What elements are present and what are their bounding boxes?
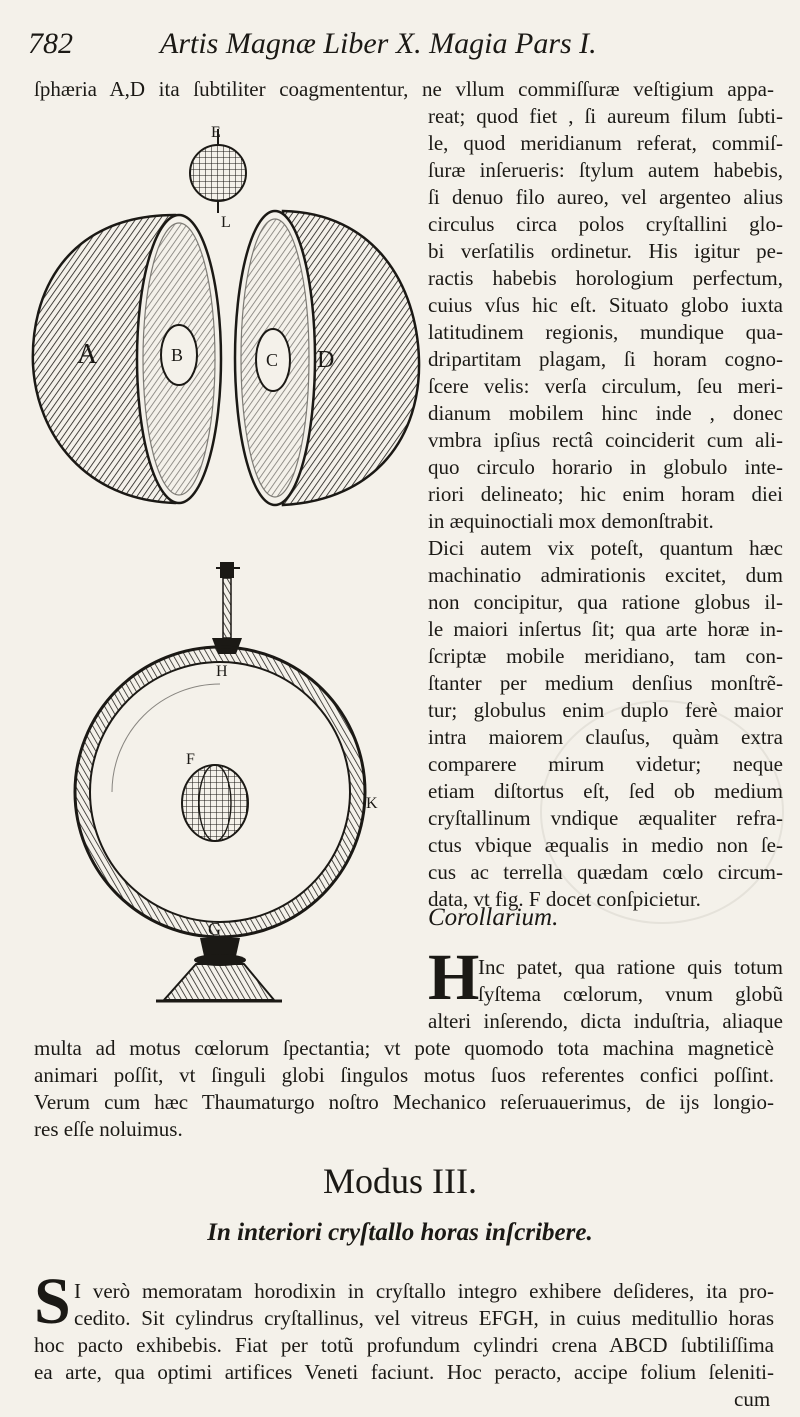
crystal-globe-figure	[60, 560, 380, 1010]
body-line: tur; globulus enim duplo ferè maior	[428, 698, 783, 722]
label-a: A	[77, 339, 98, 370]
globe-top-mount	[212, 562, 242, 654]
body-line: ctus vbique æqualis in medio non ſe-	[428, 833, 783, 857]
modus-line: cedito. Sit cylindrus cryſtallinus, vel vitreus EFGH, in cuius meditullio horas	[74, 1306, 774, 1330]
label-k: K	[366, 795, 378, 812]
small-globe-e	[190, 129, 246, 213]
section-title: Modus III.	[323, 1161, 477, 1201]
body-line: non concipitur, qua ratione globus il-	[428, 590, 783, 614]
body-line: ſtanter per medium denſius monſtrẽ-	[428, 671, 783, 695]
label-f: F	[186, 751, 195, 768]
corollary-line: alteri inſerendo, dicta induſtria, aliaque	[428, 1009, 783, 1033]
body-line: bi verſatilis ordinetur. His igitur pe-	[428, 239, 783, 263]
body-line: circulus circa polos cryſtallini glo-	[428, 212, 783, 236]
body-line: le maiori inſertus ſit; qua arte horæ in-	[428, 617, 783, 641]
hemispheres-figure	[25, 115, 425, 515]
label-l: L	[221, 214, 231, 231]
label-h: H	[216, 663, 228, 680]
label-b: B	[171, 345, 184, 365]
inner-globe-f	[182, 765, 248, 841]
page-number: 782	[28, 27, 73, 60]
corollary-dropcap: H	[428, 941, 480, 1014]
body-line: ractis habebis horologium perfectum,	[428, 266, 783, 290]
body-line: comparere mirum videtur; neque	[428, 752, 783, 776]
body-line: latitudinem regionis, mundique qua-	[428, 320, 783, 344]
corollary-line: res eſſe noluimus.	[34, 1117, 183, 1141]
body-line: riori delineato; hic enim horam diei	[428, 482, 783, 506]
body-line: intra maiorem clauſus, quàm extra	[428, 725, 783, 749]
left-hemisphere	[33, 215, 221, 503]
modus-dropcap: S	[34, 1265, 71, 1338]
corollary-line: animari poſſit, vt ſinguli globi ſingulos motus ſuos referentes confici poſſint.	[34, 1063, 774, 1087]
body-line: ſuræ inſerueris: ſtylum autem habebis,	[428, 158, 783, 182]
body-line: ſcriptæ mobile meridiano, tam con-	[428, 644, 783, 668]
body-line: ſphæria A,D ita ſubtiliter coagmententur, ne vllum commiſſuræ veſtigium appa-	[34, 77, 774, 101]
label-c: C	[266, 350, 279, 370]
body-line: etiam diſtortus eſt, ſed ob medium	[428, 779, 783, 803]
label-e: E	[211, 124, 221, 141]
label-g: G	[208, 919, 221, 939]
body-line: cus ac terrella quædam cœlo circum-	[428, 860, 783, 884]
body-line: vmbra ipſius rectâ coinciderit cum ali-	[428, 428, 783, 452]
corollary-line: multa ad motus cœlorum ſpectantia; vt pote quomodo tota machina magneticè	[34, 1036, 774, 1060]
corollary-line: Verum cum hæc Thaumaturgo noſtro Mechanico reſeruauerimus, de ijs longio-	[34, 1090, 774, 1114]
body-line: data, vt fig. F docet conſpicietur.	[428, 887, 701, 911]
running-title: Artis Magnæ Liber X. Magia Pars I.	[160, 27, 597, 60]
body-line: ſcere velis: verſa circulum, ſeu meri-	[428, 374, 783, 398]
modus-line: ea arte, qua optimi artifices Veneti faciunt. Hoc peracto, accipe folium ſeleniti-	[34, 1360, 774, 1384]
body-line: dripartitam plagam, ſi horam cogno-	[428, 347, 783, 371]
body-line: in æquinoctiali mox demonſtrabit.	[428, 509, 714, 533]
corollary-heading: Corollarium.	[428, 904, 559, 931]
corollary-line: Inc patet, qua ratione quis totum	[478, 955, 783, 979]
body-line: Dici autem vix poteſt, quantum hæc	[428, 536, 783, 560]
body-line: reat; quod fiet , ſi aureum filum ſubti-	[428, 104, 783, 128]
running-header	[28, 22, 788, 66]
modus-line: hoc pacto exhibebis. Fiat per totũ profundum cylindri crena ABCD ſubtiliſſima	[34, 1333, 774, 1357]
modus-line: cum	[734, 1387, 771, 1411]
body-line: le, quod meridianum referat, commiſ-	[428, 131, 783, 155]
globe-stand	[156, 938, 282, 1001]
label-d: D	[317, 347, 335, 373]
body-line: dianum mobilem hinc inde , donec	[428, 401, 783, 425]
modus-line: I verò memoratam horodixin in cryſtallo integro exhibere deſideres, ita pro-	[74, 1279, 774, 1303]
body-line: machinatio admirationis excitet, dum	[428, 563, 783, 587]
corollary-line: ſyſtema cœlorum, vnum globũ	[478, 982, 783, 1006]
section-subtitle: In interiori cryſtallo horas inſcribere.	[207, 1219, 593, 1246]
body-line: quo circulo horario in globulo inte-	[428, 455, 783, 479]
body-line: cryſtallinum vndique æqualiter refra-	[428, 806, 783, 830]
body-line: ſi denuo filo aureo, vel argenteo alius	[428, 185, 783, 209]
body-line: cuius vſus hic eſt. Situato globo iuxta	[428, 293, 783, 317]
